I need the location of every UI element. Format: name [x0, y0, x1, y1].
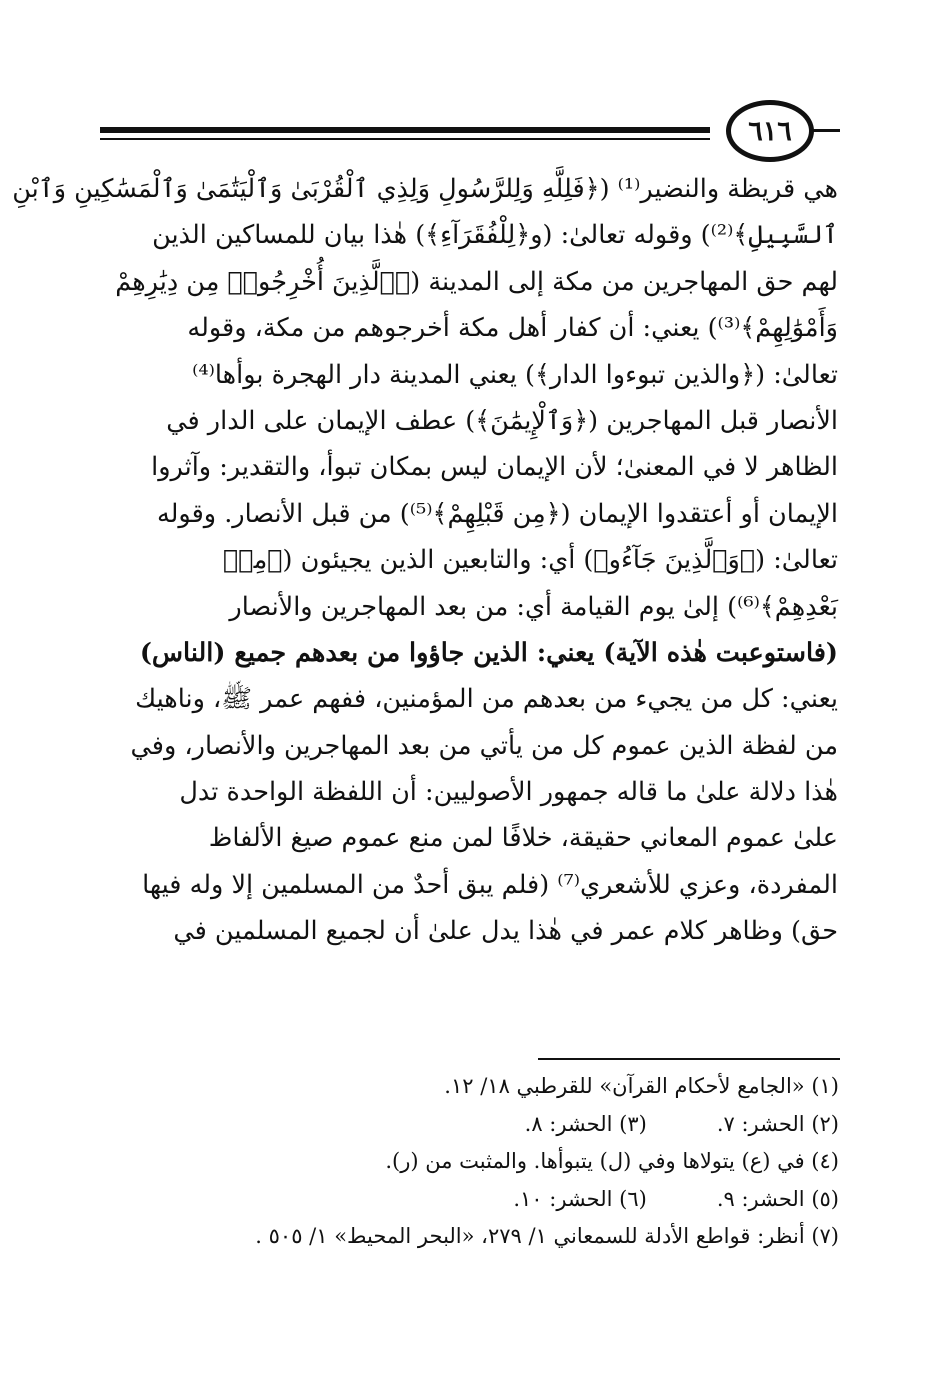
footnote-row: [104, 1106, 839, 1144]
text-line: الظاهر لا في المعنىٰ؛ لأن الإيمان ليس بمكان تبوأ، والتقدير: وآثروا: [151, 452, 838, 483]
footnote-1: (١) «الجامع لأحكام القرآن» للقرطبي ١٨/ ١٢.: [444, 1074, 839, 1098]
text-line: من لفظة الذين عموم كل من يأتي من بعد المهاجرين والأنصار، وفي: [130, 730, 838, 761]
page-number: ٦١٦: [726, 100, 814, 162]
footnote-row: [104, 1181, 839, 1219]
footnote-6: (٦) الحشر: ١٠.: [513, 1186, 647, 1211]
footnote-separator: [538, 1058, 840, 1060]
text-line: ٱلسَّبِيلِ﴾⁽²⁾) وقوله تعالىٰ: (و﴿لِلْفُقَرَآءِ﴾) هٰذا بيان للمساكين الذين: [152, 220, 838, 251]
footnote-5: (٥) الحشر: ٩.: [716, 1186, 839, 1211]
text-line: (فاستوعبت هٰذه الآية) يعني: الذين جاؤوا من بعدهم جميع (الناس): [139, 637, 838, 668]
footnote-7: (٧) أنظر: قواطع الأدلة للسمعاني ١/ ٢٧٩، «البحر المحيط» ١/ ٥٠٥ .: [255, 1224, 839, 1248]
text-line: يعني: كل من يجيء من بعدهم من المؤمنين، ففهم عمر ﷺ، وناهيك: [135, 684, 838, 715]
text-line: الإيمان أو أعتقدوا الإيمان (﴿مِن قَبْلِهِمْ﴾⁽⁵⁾) من قبل الأنصار. وقوله: [156, 498, 838, 529]
text-line: تعالىٰ: (﴿والذين تبوءوا الدار﴾) يعني المدينة دار الهجرة بوأها⁽⁴⁾: [192, 359, 838, 390]
footnote-row: [104, 1143, 839, 1181]
text-line: بَعْدِهِمْ﴾⁽⁶⁾) إلىٰ يوم القيامة أي: من بعد المهاجرين والأنصار: [229, 591, 838, 622]
text-line: لهم حق المهاجرين من مكة إلى المدينة (﴿ٱلَّذِينَ أُخْرِجُوا۟ مِن دِيَٰرِهِمْ: [115, 266, 838, 297]
text-line: تعالىٰ: (﴿وَٱلَّذِينَ جَآءُو﴾) أي: والتابعين الذين يجيئون (﴿مِنۢ: [222, 545, 838, 576]
footnote-3: (٣) الحشر: ٨.: [524, 1111, 647, 1136]
text-line: الأنصار قبل المهاجرين (﴿وَٱلْإِيمَٰنَ﴾) عطف الإيمان على الدار في: [166, 405, 838, 436]
header-rule-thick: [100, 127, 710, 133]
text-line: هٰذا دلالة علىٰ ما قاله جمهور الأصوليين: أن اللفظة الواحدة تدل: [179, 777, 838, 808]
footnotes: [104, 1068, 839, 1256]
text-line: حق) وظاهر كلام عمر في هٰذا يدل علىٰ أن لجميع المسلمين في: [173, 916, 838, 947]
footnote-row: [104, 1068, 839, 1106]
main-text: [12, 166, 838, 955]
text-line: وَأَمْوَٰلِهِمْ﴾⁽³⁾) يعني: أن كفار أهل مكة أخرجوهم من مكة، وقوله: [187, 313, 838, 344]
header-rule-right: [812, 129, 840, 132]
footnote-4: (٤) في (ع) يتولاها وفي (ل) يتبوأها. والمثبت من (ر).: [385, 1149, 839, 1173]
page-header: [100, 96, 840, 166]
footnote-2: (٢) الحشر: ٧.: [716, 1111, 839, 1136]
header-rule-thin: [100, 138, 710, 140]
footnote-row: [104, 1218, 839, 1256]
text-line: المفردة، وعزي للأشعري⁽⁷⁾ (فلم يبق أحدٌ من المسلمين إلا وله فيها: [142, 869, 838, 900]
text-line: علىٰ عموم المعاني حقيقة، خلافًا لمن منع عموم صيغ الألفاظ: [208, 823, 838, 854]
text-line: هي قريظة والنضير⁽¹⁾ (﴿فَلِلَّهِ وَلِلرَّسُولِ وَلِذِي ٱلْقُرْبَىٰ وَٱلْيَتَٰمَىٰ وَٱلْمَسَٰكِينِ وَٱبْنِ: [12, 174, 838, 204]
